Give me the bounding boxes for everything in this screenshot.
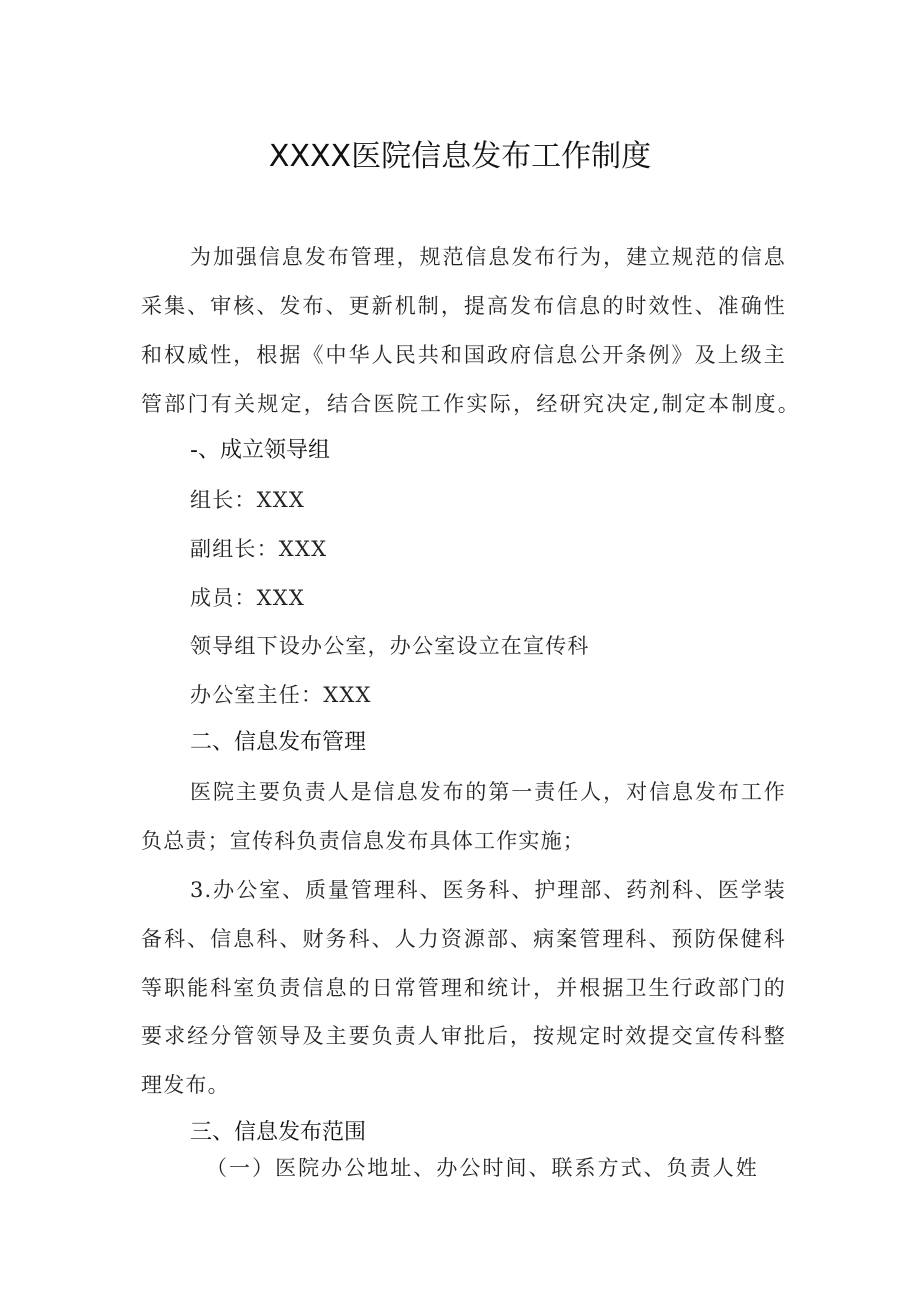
leader-line: 组长：XXX: [190, 488, 306, 512]
section-2-para-2-line-5: 理发布。: [141, 1073, 230, 1097]
office-line: 领导组下设办公室，办公室设立在宣传科: [190, 634, 590, 658]
deputy-leader-line: 副组长：XXX: [190, 537, 328, 561]
members-line: 成员：XXX: [190, 586, 306, 610]
section-3-line-1: （一）医院办公地址、办公时间、联系方式、负责人姓: [206, 1156, 758, 1180]
section-2-para-2-line-1: 3.办公室、质量管理科、医务科、护理部、药剂科、医学装: [190, 878, 786, 902]
section-2-para-2-line-4: 要求经分管领导及主要负责人审批后，按规定时效提交宣传科整: [141, 1024, 786, 1048]
intro-line-2: 采集、审核、发布、更新机制，提高发布信息的时效性、准确性: [141, 294, 786, 318]
office-director-line: 办公室主任：XXX: [190, 683, 372, 707]
document-title: XXXX医院信息发布工作制度: [268, 139, 652, 174]
intro-line-3: 和权威性，根据《中华人民共和国政府信息公开条例》及上级主: [141, 343, 786, 367]
section-2-para-1-line-2: 负总责；宣传科负责信息发布具体工作实施；: [141, 829, 585, 853]
section-3-heading: 三、信息发布范围: [190, 1120, 367, 1145]
section-2-heading: 二、信息发布管理: [190, 730, 367, 755]
section-2-para-2-line-3: 等职能科室负责信息的日常管理和统计，并根据卫生行政部门的: [141, 976, 786, 1000]
section-2-para-2-line-2: 备科、信息科、财务科、人力资源部、病案管理科、预防保健科: [141, 927, 786, 951]
intro-line-4: 管部门有关规定，结合医院工作实际，经研究决定,制定本制度。: [141, 392, 800, 416]
section-2-para-1-line-1: 医院主要负责人是信息发布的第一责任人，对信息发布工作: [190, 780, 786, 804]
section-1-heading: -、成立领导组: [190, 438, 330, 463]
intro-line-1: 为加强信息发布管理，规范信息发布行为，建立规范的信息: [190, 245, 786, 269]
